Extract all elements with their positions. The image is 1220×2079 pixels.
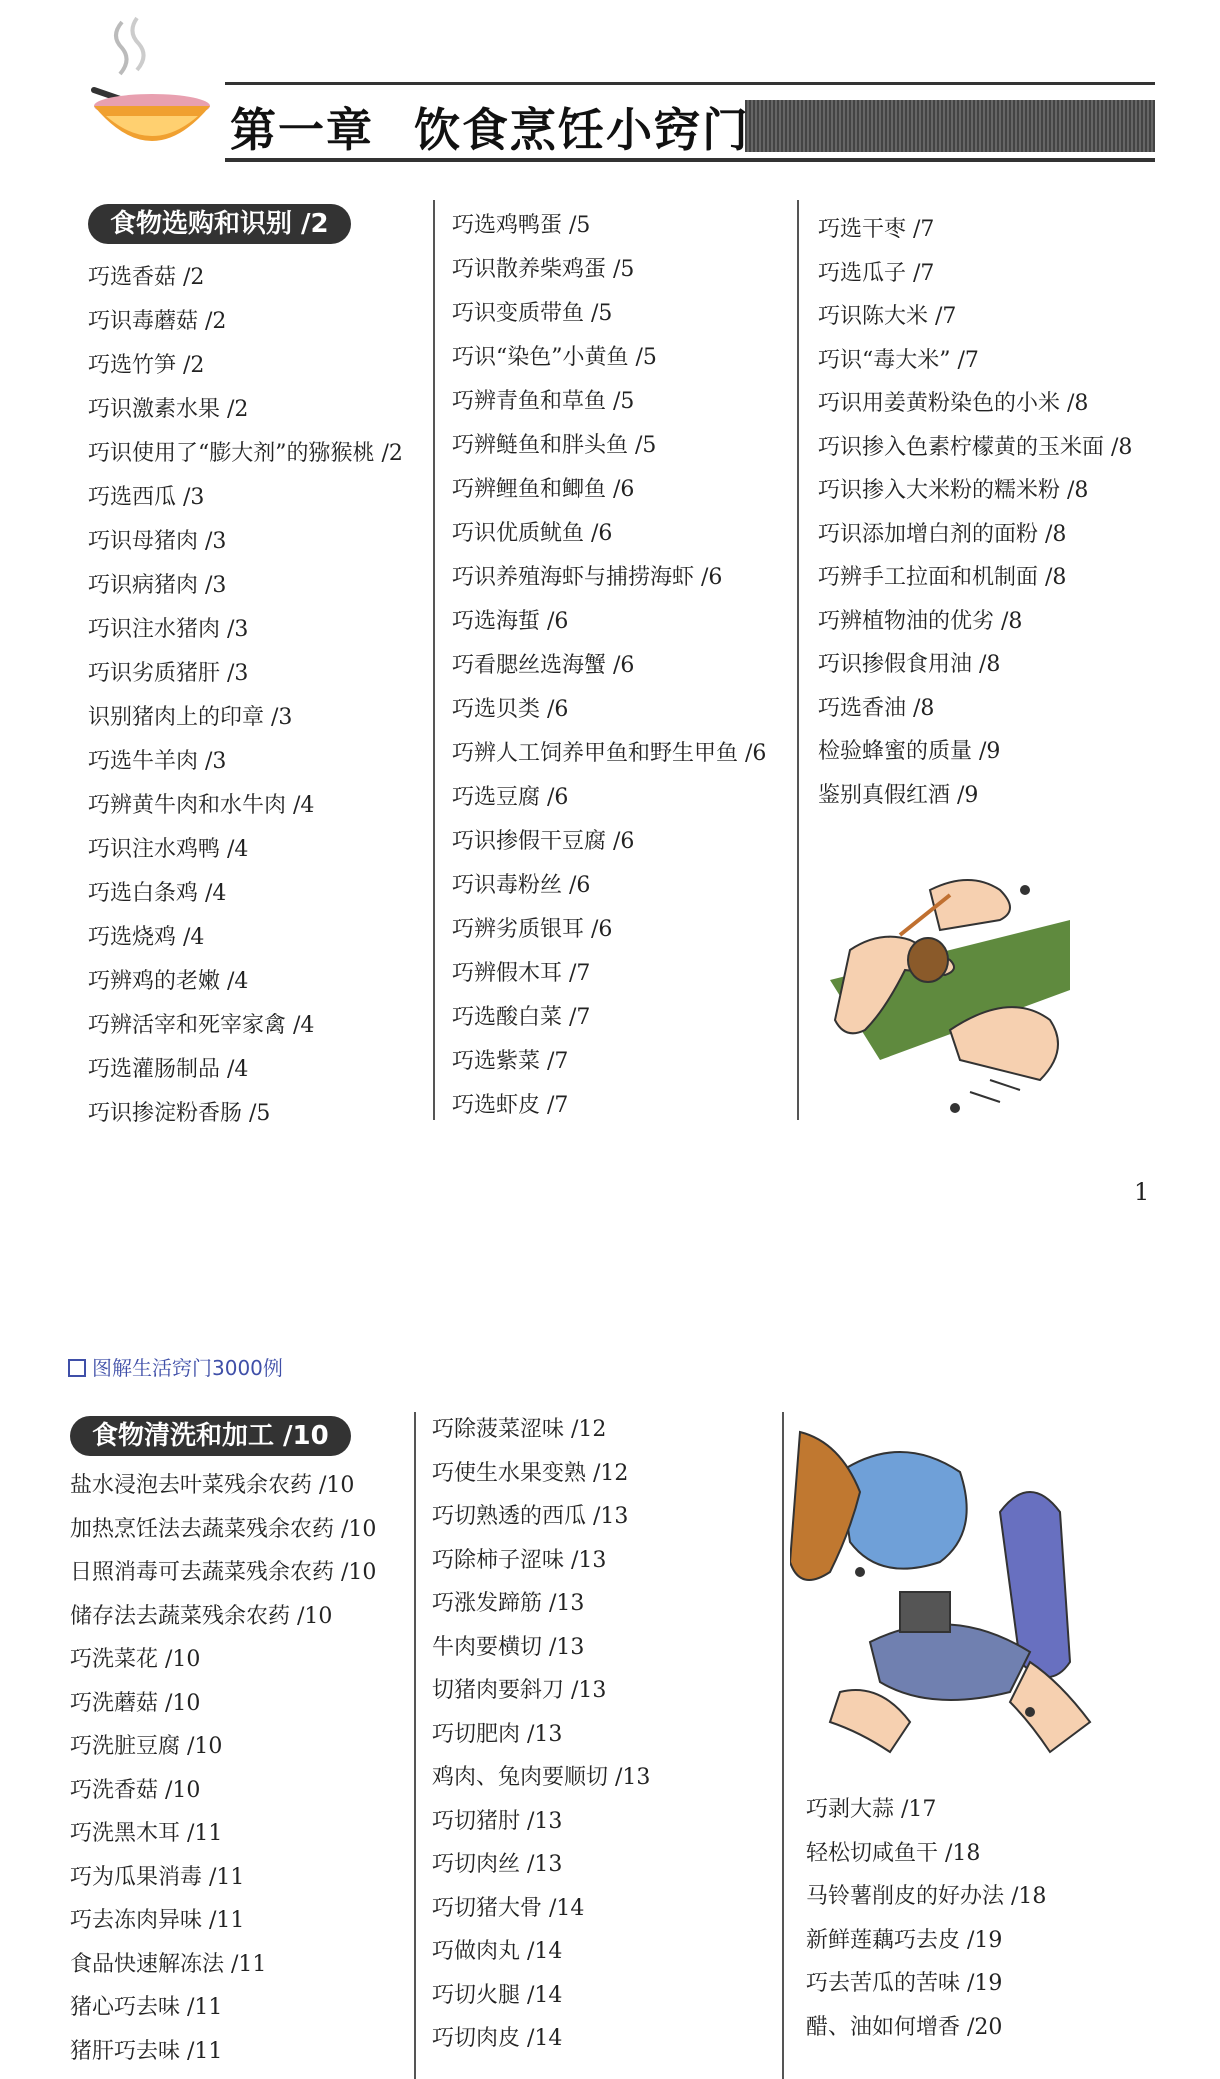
toc-entry: 巧除柿子涩味 /13 xyxy=(432,1547,607,1573)
toc-entry: 巧选豆腐 /6 xyxy=(452,785,569,810)
toc-entry: 巧选西瓜 /3 xyxy=(88,485,205,510)
running-header: 图解生活窍门3000例 xyxy=(68,1352,283,1381)
toc-entry: 巧切肥肉 /13 xyxy=(432,1721,563,1747)
page-number: 1 xyxy=(1134,1178,1150,1206)
toc-entry: 鸡肉、兔肉要顺切 /13 xyxy=(432,1765,651,1790)
toc-entry: 巧辨黄牛肉和水牛肉 /4 xyxy=(88,793,315,818)
chapter-title: 第一章 饮食烹饪小窍门 xyxy=(230,103,750,157)
toc-entry: 巧辨植物油的优劣 /8 xyxy=(818,608,1023,634)
chapter-shade-bar xyxy=(745,100,1155,152)
toc-entry: 巧识养殖海虾与捕捞海虾 /6 xyxy=(452,565,723,590)
toc-entry: 巧识“毒大米” /7 xyxy=(818,347,979,373)
toc-entry: 巧识添加增白剂的面粉 /8 xyxy=(818,521,1067,547)
toc-entry: 巧选干枣 /7 xyxy=(818,217,935,242)
toc-entry: 巧识注水鸡鸭 /4 xyxy=(88,837,249,862)
toc-entry: 鉴别真假红酒 /9 xyxy=(818,782,979,808)
toc-entry: 巧辨青鱼和草鱼 /5 xyxy=(452,389,635,414)
toc-entry: 巧切肉皮 /14 xyxy=(432,2026,563,2051)
column-divider xyxy=(797,200,799,1120)
toc-entry: 巧辨鲤鱼和鲫鱼 /6 xyxy=(452,477,635,502)
column-divider xyxy=(433,200,435,1120)
section-title-food-washing: 食物清洗和加工 /10 xyxy=(70,1416,351,1456)
toc-entry: 马铃薯削皮的好办法 /18 xyxy=(806,1884,1047,1909)
toc-entry: 巧去冻肉异味 /11 xyxy=(70,1908,245,1933)
chapter-top-rule xyxy=(225,82,1155,85)
toc-entry: 巧识掺假干豆腐 /6 xyxy=(452,829,635,854)
toc-entry: 巧涨发蹄筋 /13 xyxy=(432,1591,585,1616)
toc-entry: 盐水浸泡去叶菜残余农药 /10 xyxy=(70,1473,355,1498)
toc-entry: 巧识注水猪肉 /3 xyxy=(88,617,249,642)
toc-column-3 xyxy=(806,1788,1046,2049)
toc-entry: 巧切猪肘 /13 xyxy=(432,1808,563,1834)
toc-entry: 巧除菠菜涩味 /12 xyxy=(432,1417,607,1442)
toc-entry: 巧识掺淀粉香肠 /5 xyxy=(88,1101,271,1126)
toc-entry: 牛肉要横切 /13 xyxy=(432,1634,585,1660)
toc-entry: 巧切猪大骨 /14 xyxy=(432,1895,585,1921)
toc-entry: 储存法去蔬菜残余农药 /10 xyxy=(70,1603,333,1629)
toc-entry: 巧选海蜇 /6 xyxy=(452,609,569,634)
toc-entry: 巧洗香菇 /10 xyxy=(70,1777,201,1803)
column-divider xyxy=(414,1412,416,2079)
toc-entry: 巧识掺入大米粉的糯米粉 /8 xyxy=(818,478,1089,503)
toc-entry: 巧选虾皮 /7 xyxy=(452,1093,569,1118)
toc-entry: 猪心巧去味 /11 xyxy=(70,1995,223,2020)
toc-column-1 xyxy=(88,256,403,1136)
chapter-bottom-rule xyxy=(225,158,1155,162)
toc-entry: 检验蜂蜜的质量 /9 xyxy=(818,739,1001,764)
toc-entry: 巧剥大蒜 /17 xyxy=(806,1797,937,1822)
toc-entry: 巧选香菇 /2 xyxy=(88,265,205,290)
toc-column-2 xyxy=(452,204,766,1128)
toc-entry: 巧选牛羊肉 /3 xyxy=(88,749,227,774)
toc-entry: 巧识用姜黄粉染色的小米 /8 xyxy=(818,391,1089,416)
toc-entry: 巧识劣质猪肝 /3 xyxy=(88,661,249,686)
toc-entry: 巧识掺假食用油 /8 xyxy=(818,652,1001,677)
toc-entry: 巧选灌肠制品 /4 xyxy=(88,1057,249,1082)
toc-column-1 xyxy=(70,1464,376,2073)
toc-entry: 切猪肉要斜刀 /13 xyxy=(432,1678,607,1703)
toc-entry: 巧识毒粉丝 /6 xyxy=(452,873,591,898)
toc-entry: 巧识病猪肉 /3 xyxy=(88,573,227,598)
toc-entry: 巧识毒蘑菇 /2 xyxy=(88,309,227,334)
toc-entry: 巧辨鲢鱼和胖头鱼 /5 xyxy=(452,433,657,458)
fish-cleaning-illustration xyxy=(790,1412,1170,1772)
toc-entry: 巧识母猪肉 /3 xyxy=(88,529,227,554)
toc-entry: 巧切熟透的西瓜 /13 xyxy=(432,1504,629,1529)
toc-entry: 巧选白条鸡 /4 xyxy=(88,881,227,906)
toc-entry: 巧辨活宰和死宰家禽 /4 xyxy=(88,1013,315,1038)
toc-entry: 日照消毒可去蔬菜残余农药 /10 xyxy=(70,1560,377,1585)
toc-entry: 巧辨劣质银耳 /6 xyxy=(452,917,613,942)
toc-entry: 巧识变质带鱼 /5 xyxy=(452,301,613,326)
toc-entry: 巧选烧鸡 /4 xyxy=(88,925,205,950)
toc-entry: 巧选贝类 /6 xyxy=(452,697,569,722)
steaming-bowl-icon xyxy=(82,12,232,152)
toc-column-3 xyxy=(818,208,1132,817)
toc-entry: 巧识使用了“膨大剂”的猕猴桃 /2 xyxy=(88,441,403,466)
toc-entry: 巧洗脏豆腐 /10 xyxy=(70,1734,223,1759)
toc-entry: 巧辨假木耳 /7 xyxy=(452,961,591,986)
toc-entry: 巧切火腿 /14 xyxy=(432,1982,563,2008)
toc-entry: 巧选紫菜 /7 xyxy=(452,1049,569,1074)
toc-column-2 xyxy=(432,1408,650,2061)
toc-entry: 巧识优质鱿鱼 /6 xyxy=(452,521,613,546)
toc-entry: 巧辨人工饲养甲鱼和野生甲鱼 /6 xyxy=(452,741,767,766)
toc-entry: 巧选香油 /8 xyxy=(818,695,935,721)
hands-illustration xyxy=(820,860,1080,1120)
toc-entry: 巧切肉丝 /13 xyxy=(432,1852,563,1877)
toc-entry: 猪肝巧去味 /11 xyxy=(70,2038,223,2064)
column-divider xyxy=(782,1412,784,2079)
toc-entry: 巧识陈大米 /7 xyxy=(818,304,957,329)
toc-entry: 巧使生水果变熟 /12 xyxy=(432,1460,629,1486)
toc-entry: 食品快速解冻法 /11 xyxy=(70,1951,267,1977)
toc-entry: 巧识“染色”小黄鱼 /5 xyxy=(452,345,657,370)
toc-entry: 新鲜莲藕巧去皮 /19 xyxy=(806,1927,1003,1953)
toc-entry: 巧洗菜花 /10 xyxy=(70,1647,201,1672)
toc-entry: 巧识掺入色素柠檬黄的玉米面 /8 xyxy=(818,434,1133,460)
toc-entry: 巧辨手工拉面和机制面 /8 xyxy=(818,565,1067,590)
toc-entry: 巧为瓜果消毒 /11 xyxy=(70,1864,245,1890)
toc-entry: 巧洗蘑菇 /10 xyxy=(70,1690,201,1716)
toc-entry: 巧选鸡鸭蛋 /5 xyxy=(452,213,591,238)
toc-entry: 巧选瓜子 /7 xyxy=(818,260,935,286)
toc-entry: 巧识激素水果 /2 xyxy=(88,397,249,422)
toc-entry: 巧辨鸡的老嫩 /4 xyxy=(88,969,249,994)
toc-entry: 醋、油如何增香 /20 xyxy=(806,2014,1003,2040)
toc-entry: 加热烹饪法去蔬菜残余农药 /10 xyxy=(70,1516,377,1542)
toc-entry: 巧看腮丝选海蟹 /6 xyxy=(452,653,635,678)
section-title-food-selection: 食物选购和识别 /2 xyxy=(88,204,351,244)
toc-entry: 巧做肉丸 /14 xyxy=(432,1939,563,1964)
toc-entry: 轻松切咸鱼干 /18 xyxy=(806,1840,981,1866)
toc-entry: 巧选酸白菜 /7 xyxy=(452,1005,591,1030)
toc-entry: 识别猪肉上的印章 /3 xyxy=(88,705,293,730)
toc-entry: 巧选竹笋 /2 xyxy=(88,353,205,378)
toc-entry: 巧洗黑木耳 /11 xyxy=(70,1821,223,1846)
toc-entry: 巧识散养柴鸡蛋 /5 xyxy=(452,257,635,282)
square-bullet-icon xyxy=(68,1359,86,1377)
toc-entry: 巧去苦瓜的苦味 /19 xyxy=(806,1971,1003,1996)
